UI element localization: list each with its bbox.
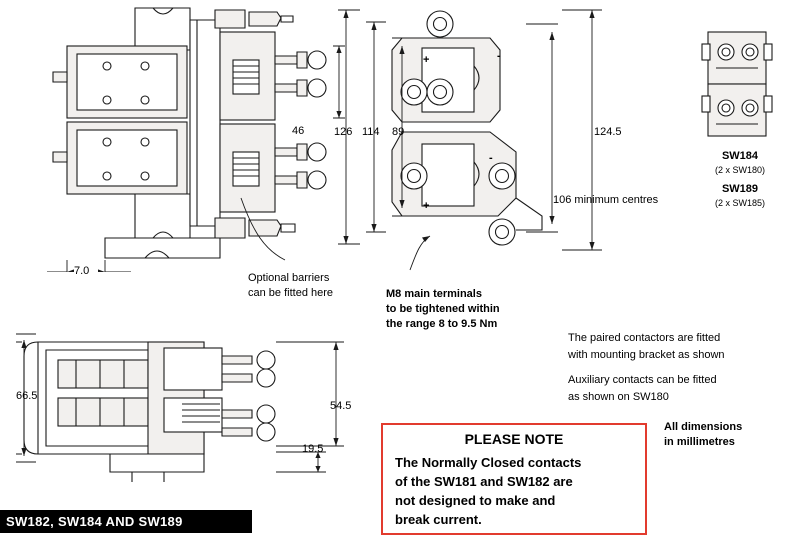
front-view-dim-46: 46 (292, 125, 305, 137)
side-view-dim-124-5: 124.5 (594, 126, 622, 138)
callout-barriers-line2: can be fitted here (248, 287, 334, 299)
top-view (14, 326, 354, 496)
min-centres-label: 106 minimum centres (553, 194, 659, 206)
polarity-minus-upper: - (497, 50, 501, 62)
please-note-box (381, 423, 647, 535)
polarity-plus-upper: + (423, 54, 430, 66)
note-paired-line2: with mounting bracket as shown (568, 349, 725, 361)
side-view-dim-min-centres (553, 190, 658, 208)
end-view-drawing (700, 22, 780, 152)
front-view-dim-7: 7.0 (74, 265, 90, 277)
end-view (700, 22, 780, 152)
end-view-model-2: SW189 (721, 183, 759, 195)
end-view-model-2-sub: (2 x SW185) (714, 198, 765, 208)
top-view-dim-19-5: 19.5 (302, 443, 324, 455)
side-view-dim-89: 89 (392, 126, 405, 138)
callout-terminals-line2: to be tightened within (386, 303, 500, 315)
please-note-heading: PLEASE NOTE (464, 431, 564, 447)
callout-terminals-line3: the range 8 to 9.5 Nm (386, 318, 498, 330)
all-dimensions-line1: All dimensions (664, 421, 743, 433)
please-note-line1: The Normally Closed contacts (395, 455, 582, 470)
callout-barriers-line1: Optional barriers (248, 272, 330, 284)
end-view-model-1: SW184 (721, 150, 759, 162)
please-note-line4: break current. (395, 511, 482, 527)
end-view-model-1-sub: (2 x SW180) (714, 165, 765, 175)
front-view-drawing (45, 2, 355, 272)
top-view-drawing (14, 326, 354, 496)
note-aux-line2: as shown on SW180 (568, 391, 669, 403)
side-view-dim-114: 114 (362, 126, 380, 138)
polarity-plus-lower: + (423, 200, 430, 212)
note-aux-line1: Auxiliary contacts can be fitted (568, 374, 717, 386)
side-view-dim-126: 126 (334, 126, 353, 138)
please-note-line2: of the SW181 and SW182 are (395, 473, 573, 489)
front-view (45, 2, 355, 272)
top-view-dim-54-5: 54.5 (330, 400, 352, 412)
callout-terminals-line1: M8 main terminals (386, 288, 482, 300)
note-paired-line1: The paired contactors are fitted (568, 332, 721, 344)
polarity-minus-lower: - (489, 152, 493, 164)
all-dimensions-line2: in millimetres (664, 436, 735, 448)
please-note-line3: not designed to make and (395, 492, 556, 508)
top-view-dim-66-5: 66.5 (16, 390, 38, 402)
title-banner: SW182, SW184 AND SW189 (0, 510, 252, 533)
